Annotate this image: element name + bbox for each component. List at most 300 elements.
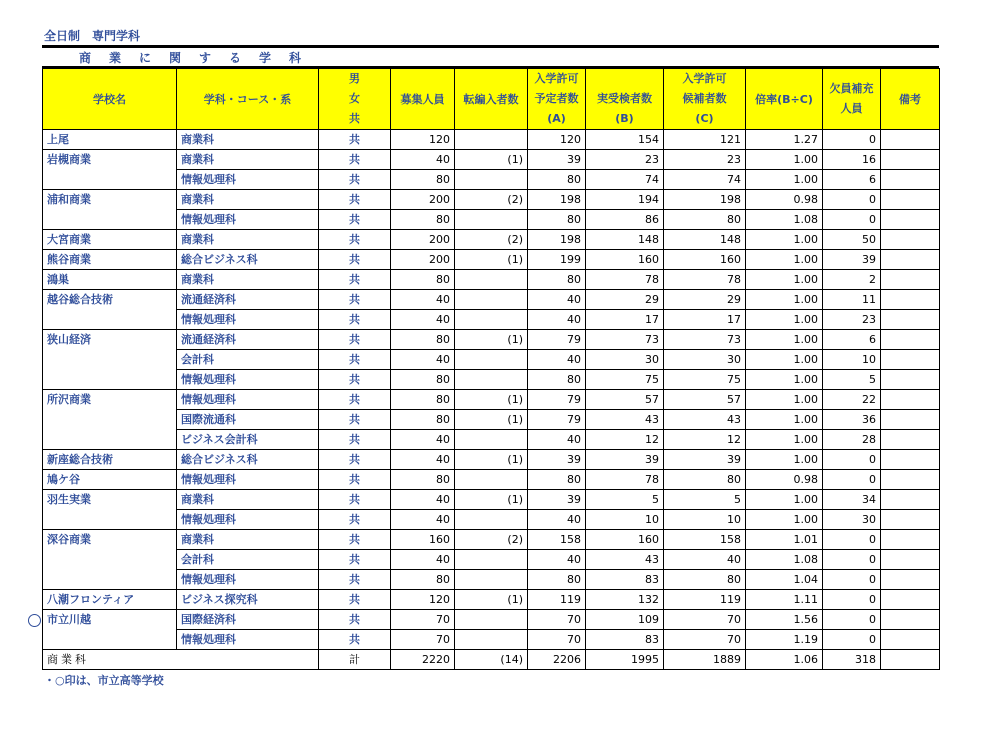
examinees-cell: 29 — [586, 290, 664, 310]
examinees-cell: 74 — [586, 170, 664, 190]
course-name: ビジネス会計科 — [177, 430, 319, 450]
col-examinees-line: (B) — [615, 112, 634, 125]
remarks-cell — [881, 350, 940, 370]
course-name: 商業科 — [177, 490, 319, 510]
candidates-cell: 160 — [664, 250, 746, 270]
table-row — [43, 510, 940, 530]
recruit-cell: 80 — [391, 410, 455, 430]
table-row — [43, 150, 940, 170]
planned-cell: 79 — [528, 410, 586, 430]
examinees-cell: 17 — [586, 310, 664, 330]
vacancy-cell: 16 — [823, 150, 881, 170]
col-planned — [528, 69, 586, 130]
planned-cell: 40 — [528, 350, 586, 370]
course-name: 流通経済科 — [177, 330, 319, 350]
vacancy-cell: 10 — [823, 350, 881, 370]
coed-mark: 共 — [319, 170, 391, 190]
col-transfer: 転編入者数 — [455, 69, 528, 130]
candidates-cell: 198 — [664, 190, 746, 210]
candidates-cell: 74 — [664, 170, 746, 190]
coed-mark: 共 — [319, 470, 391, 490]
transfer-cell: (2) — [455, 230, 528, 250]
transfer-cell — [455, 470, 528, 490]
planned-cell: 70 — [528, 610, 586, 630]
col-examinees — [586, 69, 664, 130]
school-name: 羽生実業 — [43, 490, 177, 530]
recruit-cell: 40 — [391, 290, 455, 310]
col-candidates-line: 入学許可 — [682, 72, 727, 85]
examinees-cell: 83 — [586, 630, 664, 650]
candidates-cell: 80 — [664, 570, 746, 590]
recruit-cell: 120 — [391, 130, 455, 150]
planned-cell: 199 — [528, 250, 586, 270]
recruit-cell: 40 — [391, 510, 455, 530]
category-heading — [70, 49, 310, 65]
transfer-cell — [455, 270, 528, 290]
candidates-cell: 121 — [664, 130, 746, 150]
planned-cell: 119 — [528, 590, 586, 610]
examinees-cell: 154 — [586, 130, 664, 150]
candidates-cell: 17 — [664, 310, 746, 330]
course-name: 総合ビジネス科 — [177, 250, 319, 270]
page-title: 全日制 専門学科 — [44, 29, 141, 43]
col-sex-line: 共 — [349, 112, 360, 125]
vacancy-cell: 0 — [823, 570, 881, 590]
ratio-cell: 0.98 — [746, 190, 823, 210]
planned-cell: 40 — [528, 430, 586, 450]
transfer-cell: (2) — [455, 530, 528, 550]
col-course: 学科・コース・系 — [177, 69, 319, 130]
course-name: 国際経済科 — [177, 610, 319, 630]
recruit-cell: 40 — [391, 430, 455, 450]
candidates-cell: 78 — [664, 270, 746, 290]
transfer-cell — [455, 550, 528, 570]
examinees-cell: 57 — [586, 390, 664, 410]
category-char: 業 — [108, 51, 121, 65]
transfer-cell — [455, 630, 528, 650]
vacancy-cell: 30 — [823, 510, 881, 530]
examinees-cell: 43 — [586, 410, 664, 430]
coed-mark: 共 — [319, 330, 391, 350]
vacancy-cell: 0 — [823, 210, 881, 230]
transfer-cell: (1) — [455, 410, 528, 430]
vacancy-cell: 23 — [823, 310, 881, 330]
vacancy-cell: 6 — [823, 330, 881, 350]
vacancy-cell: 0 — [823, 610, 881, 630]
vacancy-cell: 0 — [823, 530, 881, 550]
candidates-cell: 43 — [664, 410, 746, 430]
course-name: 情報処理科 — [177, 170, 319, 190]
recruit-cell: 80 — [391, 270, 455, 290]
transfer-cell: (1) — [455, 390, 528, 410]
table-row — [43, 450, 940, 470]
transfer-cell — [455, 170, 528, 190]
school-name: 狭山経済 — [43, 330, 177, 390]
table-row — [43, 250, 940, 270]
vacancy-cell: 36 — [823, 410, 881, 430]
examinees-cell: 73 — [586, 330, 664, 350]
candidates-cell: 70 — [664, 610, 746, 630]
planned-cell: 40 — [528, 290, 586, 310]
recruit-cell: 80 — [391, 390, 455, 410]
examinees-cell: 5 — [586, 490, 664, 510]
total-label: 商業科 — [43, 650, 319, 670]
recruit-cell: 200 — [391, 230, 455, 250]
ratio-cell: 1.00 — [746, 410, 823, 430]
ratio-cell: 1.00 — [746, 450, 823, 470]
col-candidates-line: 候補者数 — [682, 92, 727, 105]
ratio-cell: 1.00 — [746, 230, 823, 250]
remarks-cell — [881, 310, 940, 330]
planned-cell: 40 — [528, 310, 586, 330]
planned-cell: 80 — [528, 170, 586, 190]
col-planned-line: 予定者数 — [534, 92, 579, 105]
course-name: 情報処理科 — [177, 390, 319, 410]
table-row — [43, 210, 940, 230]
transfer-cell — [455, 430, 528, 450]
course-name: 会計科 — [177, 350, 319, 370]
transfer-cell — [455, 130, 528, 150]
examinees-cell: 83 — [586, 570, 664, 590]
table-row — [43, 430, 940, 450]
examinees-cell: 86 — [586, 210, 664, 230]
course-name: 情報処理科 — [177, 470, 319, 490]
ratio-cell: 1.00 — [746, 270, 823, 290]
remarks-cell — [881, 450, 940, 470]
remarks-cell — [881, 130, 940, 150]
planned-cell: 79 — [528, 390, 586, 410]
coed-mark: 共 — [319, 450, 391, 470]
vacancy-cell: 34 — [823, 490, 881, 510]
vacancy-cell: 0 — [823, 190, 881, 210]
coed-mark: 共 — [319, 510, 391, 530]
transfer-cell: (1) — [455, 250, 528, 270]
ratio-cell: 1.00 — [746, 170, 823, 190]
examinees-cell: 12 — [586, 430, 664, 450]
remarks-cell — [881, 210, 940, 230]
coed-mark: 共 — [319, 550, 391, 570]
remarks-cell — [881, 490, 940, 510]
school-name: 熊谷商業 — [43, 250, 177, 270]
transfer-cell — [455, 570, 528, 590]
ratio-cell: 1.00 — [746, 370, 823, 390]
ratio-cell: 1.04 — [746, 570, 823, 590]
table-row — [43, 610, 940, 630]
coed-mark: 共 — [319, 410, 391, 430]
category-char: る — [228, 51, 241, 65]
coed-mark: 共 — [319, 530, 391, 550]
remarks-cell — [881, 530, 940, 550]
coed-mark: 共 — [319, 350, 391, 370]
school-name: 浦和商業 — [43, 190, 177, 230]
table-row — [43, 370, 940, 390]
course-name: 商業科 — [177, 530, 319, 550]
ratio-cell: 1.27 — [746, 130, 823, 150]
table-row — [43, 230, 940, 250]
course-name: 会計科 — [177, 550, 319, 570]
planned-cell: 39 — [528, 450, 586, 470]
table-row — [43, 270, 940, 290]
transfer-cell: (1) — [455, 330, 528, 350]
category-char: に — [138, 51, 151, 65]
course-name: 情報処理科 — [177, 310, 319, 330]
remarks-cell — [881, 270, 940, 290]
recruit-cell: 80 — [391, 370, 455, 390]
planned-cell: 79 — [528, 330, 586, 350]
coed-mark: 共 — [319, 630, 391, 650]
planned-cell: 198 — [528, 190, 586, 210]
school-name: 岩槻商業 — [43, 150, 177, 190]
total-planned: 2206 — [528, 650, 586, 670]
examinees-cell: 109 — [586, 610, 664, 630]
remarks-cell — [881, 610, 940, 630]
recruit-cell: 80 — [391, 210, 455, 230]
col-candidates-line: (C) — [695, 112, 714, 125]
planned-cell: 80 — [528, 470, 586, 490]
course-name: 総合ビジネス科 — [177, 450, 319, 470]
table-row — [43, 330, 940, 350]
planned-cell: 80 — [528, 570, 586, 590]
municipal-mark-icon — [28, 614, 41, 627]
title-rule — [42, 45, 939, 48]
examinees-cell: 160 — [586, 530, 664, 550]
col-recruit: 募集人員 — [391, 69, 455, 130]
ratio-cell: 1.00 — [746, 150, 823, 170]
coed-mark: 共 — [319, 370, 391, 390]
candidates-cell: 75 — [664, 370, 746, 390]
ratio-cell: 1.08 — [746, 550, 823, 570]
course-name: 国際流通科 — [177, 410, 319, 430]
school-name: 鳩ケ谷 — [43, 470, 177, 490]
remarks-cell — [881, 330, 940, 350]
planned-cell: 40 — [528, 550, 586, 570]
vacancy-cell: 50 — [823, 230, 881, 250]
candidates-cell: 70 — [664, 630, 746, 650]
examinees-cell: 132 — [586, 590, 664, 610]
candidates-cell: 10 — [664, 510, 746, 530]
col-remarks: 備考 — [881, 69, 940, 130]
course-name: ビジネス探究科 — [177, 590, 319, 610]
candidates-cell: 80 — [664, 470, 746, 490]
col-sex-line: 女 — [349, 92, 360, 105]
candidates-cell: 148 — [664, 230, 746, 250]
examinees-cell: 39 — [586, 450, 664, 470]
recruit-cell: 80 — [391, 330, 455, 350]
vacancy-cell: 5 — [823, 370, 881, 390]
footnote: ・○印は、市立高等学校 — [44, 674, 164, 687]
vacancy-cell: 6 — [823, 170, 881, 190]
remarks-cell — [881, 510, 940, 530]
coed-mark: 共 — [319, 490, 391, 510]
candidates-cell: 73 — [664, 330, 746, 350]
category-char: 科 — [288, 51, 301, 65]
examinees-cell: 75 — [586, 370, 664, 390]
examinees-cell: 78 — [586, 470, 664, 490]
coed-mark: 共 — [319, 190, 391, 210]
recruit-cell: 80 — [391, 570, 455, 590]
table-row — [43, 570, 940, 590]
school-name: 市立川越 — [43, 610, 177, 650]
col-planned-line: (A) — [547, 112, 566, 125]
admissions-table — [42, 68, 940, 670]
transfer-cell: (2) — [455, 190, 528, 210]
vacancy-cell: 0 — [823, 450, 881, 470]
recruit-cell: 120 — [391, 590, 455, 610]
coed-mark: 共 — [319, 210, 391, 230]
ratio-cell: 1.11 — [746, 590, 823, 610]
ratio-cell: 1.00 — [746, 250, 823, 270]
col-ratio: 倍率(B÷C) — [746, 69, 823, 130]
examinees-cell: 30 — [586, 350, 664, 370]
table-row — [43, 170, 940, 190]
vacancy-cell: 0 — [823, 470, 881, 490]
planned-cell: 39 — [528, 150, 586, 170]
transfer-cell: (1) — [455, 450, 528, 470]
coed-mark: 共 — [319, 570, 391, 590]
planned-cell: 80 — [528, 210, 586, 230]
ratio-cell: 1.00 — [746, 310, 823, 330]
candidates-cell: 29 — [664, 290, 746, 310]
vacancy-cell: 28 — [823, 430, 881, 450]
col-planned-line: 入学許可 — [534, 72, 579, 85]
course-name: 情報処理科 — [177, 210, 319, 230]
table-row — [43, 310, 940, 330]
ratio-cell: 1.19 — [746, 630, 823, 650]
table-row — [43, 530, 940, 550]
coed-mark: 共 — [319, 390, 391, 410]
planned-cell: 158 — [528, 530, 586, 550]
coed-mark: 共 — [319, 250, 391, 270]
table-row — [43, 410, 940, 430]
coed-mark: 共 — [319, 270, 391, 290]
ratio-cell: 1.00 — [746, 330, 823, 350]
transfer-cell: (1) — [455, 590, 528, 610]
course-name: 商業科 — [177, 230, 319, 250]
coed-mark: 共 — [319, 130, 391, 150]
recruit-cell: 70 — [391, 630, 455, 650]
vacancy-cell: 2 — [823, 270, 881, 290]
category-char: 商 — [78, 51, 91, 65]
transfer-cell — [455, 210, 528, 230]
course-name: 商業科 — [177, 150, 319, 170]
school-name: 上尾 — [43, 130, 177, 150]
recruit-cell: 40 — [391, 150, 455, 170]
recruit-cell: 40 — [391, 450, 455, 470]
table-row — [43, 550, 940, 570]
course-name: 情報処理科 — [177, 630, 319, 650]
candidates-cell: 39 — [664, 450, 746, 470]
examinees-cell: 160 — [586, 250, 664, 270]
ratio-cell: 1.00 — [746, 350, 823, 370]
vacancy-cell: 0 — [823, 130, 881, 150]
total-candidates: 1889 — [664, 650, 746, 670]
transfer-cell — [455, 290, 528, 310]
ratio-cell: 1.00 — [746, 490, 823, 510]
header-row — [43, 69, 940, 130]
transfer-cell — [455, 350, 528, 370]
table-row — [43, 390, 940, 410]
remarks-cell — [881, 370, 940, 390]
recruit-cell: 40 — [391, 350, 455, 370]
examinees-cell: 43 — [586, 550, 664, 570]
transfer-cell — [455, 610, 528, 630]
planned-cell: 198 — [528, 230, 586, 250]
ratio-cell: 1.00 — [746, 430, 823, 450]
remarks-cell — [881, 550, 940, 570]
recruit-cell: 200 — [391, 250, 455, 270]
total-transfer: (14) — [455, 650, 528, 670]
remarks-cell — [881, 390, 940, 410]
transfer-cell — [455, 310, 528, 330]
vacancy-cell: 11 — [823, 290, 881, 310]
candidates-cell: 5 — [664, 490, 746, 510]
table-row — [43, 190, 940, 210]
table-row — [43, 470, 940, 490]
school-name: 越谷総合技術 — [43, 290, 177, 330]
course-name: 商業科 — [177, 190, 319, 210]
remarks-cell — [881, 190, 940, 210]
table-row — [43, 490, 940, 510]
col-examinees-line: 実受検者数 — [597, 92, 652, 105]
planned-cell: 80 — [528, 370, 586, 390]
recruit-cell: 80 — [391, 470, 455, 490]
planned-cell: 40 — [528, 510, 586, 530]
coed-mark: 共 — [319, 230, 391, 250]
col-vacancy-line: 欠員補充 — [829, 82, 874, 95]
coed-mark: 共 — [319, 150, 391, 170]
total-ratio: 1.06 — [746, 650, 823, 670]
table-row — [43, 130, 940, 150]
ratio-cell: 0.98 — [746, 470, 823, 490]
remarks-cell — [881, 470, 940, 490]
recruit-cell: 40 — [391, 310, 455, 330]
course-name: 商業科 — [177, 130, 319, 150]
ratio-cell: 1.01 — [746, 530, 823, 550]
col-vacancy-line: 人員 — [840, 102, 863, 115]
school-name: 新座総合技術 — [43, 450, 177, 470]
coed-mark: 共 — [319, 590, 391, 610]
ratio-cell: 1.00 — [746, 290, 823, 310]
transfer-cell: (1) — [455, 490, 528, 510]
candidates-cell: 23 — [664, 150, 746, 170]
vacancy-cell: 0 — [823, 590, 881, 610]
total-row — [43, 650, 940, 670]
course-name: 情報処理科 — [177, 370, 319, 390]
recruit-cell: 80 — [391, 170, 455, 190]
table-row — [43, 350, 940, 370]
course-name: 流通経済科 — [177, 290, 319, 310]
transfer-cell — [455, 510, 528, 530]
table-row — [43, 290, 940, 310]
col-sex-line: 男 — [349, 72, 360, 85]
table-row — [43, 630, 940, 650]
candidates-cell: 30 — [664, 350, 746, 370]
candidates-cell: 119 — [664, 590, 746, 610]
examinees-cell: 10 — [586, 510, 664, 530]
school-name: 深谷商業 — [43, 530, 177, 590]
total-examinees: 1995 — [586, 650, 664, 670]
school-name: 大宮商業 — [43, 230, 177, 250]
planned-cell: 80 — [528, 270, 586, 290]
candidates-cell: 80 — [664, 210, 746, 230]
planned-cell: 120 — [528, 130, 586, 150]
examinees-cell: 78 — [586, 270, 664, 290]
planned-cell: 70 — [528, 630, 586, 650]
col-candidates — [664, 69, 746, 130]
total-recruit: 2220 — [391, 650, 455, 670]
course-name: 商業科 — [177, 270, 319, 290]
coed-mark: 共 — [319, 290, 391, 310]
